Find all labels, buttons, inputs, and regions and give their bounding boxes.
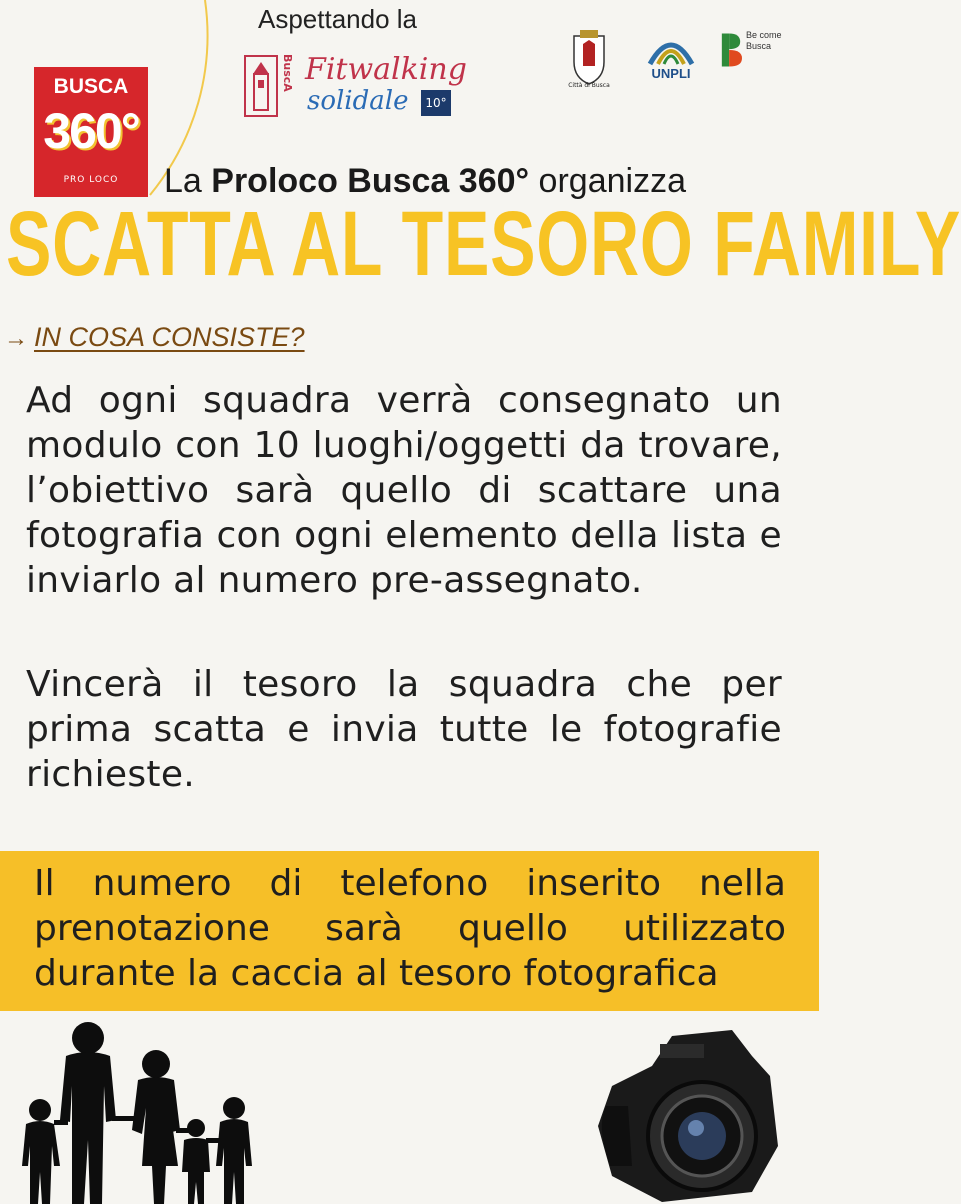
- notice-text: Il numero di telefono inserito nella prenotazione sarà quello utilizzato durante la caccia al tesoro fotografica: [34, 863, 786, 994]
- page-title: SCATTA AL TESORO FAMILY: [6, 193, 961, 295]
- intro-prefix: La: [164, 162, 212, 200]
- section-heading: [4, 322, 305, 353]
- busca360-logo: [34, 67, 148, 197]
- crest-label: Città di Busca: [568, 82, 610, 89]
- arrow-icon: →: [4, 325, 28, 352]
- aspettando-label: Aspettando la: [258, 4, 418, 34]
- family-silhouette-icon: [20, 1016, 260, 1204]
- busca-logo-line1: BUSCA: [53, 75, 129, 98]
- b-icon: [720, 30, 742, 70]
- unpli-label: UNPLI: [651, 66, 691, 81]
- unpli-icon: [640, 28, 702, 94]
- becomebusca-label: Be come Busca: [746, 30, 782, 51]
- paragraph-2: Vincerà il tesoro la squadra che per prima scatta e invia tutte le fotografie richieste.: [26, 664, 782, 795]
- section-heading-label: IN COSA CONSISTE?: [34, 322, 305, 352]
- intro-suffix: organizza: [529, 162, 686, 200]
- intro-org: Proloco Busca 360°: [211, 162, 530, 200]
- solidale-text: solidale: [307, 86, 409, 116]
- busca-logo-line3: PRO LOCO: [63, 175, 119, 185]
- tower-text: BuscA: [281, 54, 294, 92]
- busca-logo-line2: 360°: [43, 103, 139, 159]
- camera-icon: [592, 1016, 782, 1204]
- tower-icon: [243, 54, 279, 118]
- notice-band: [0, 851, 819, 1011]
- paragraph-1: Ad ogni squadra verrà consegnato un modulo con 10 luoghi/oggetti da trovare, l’obiettivo sarà quello di scattare una fotografia con ogni elemento della lista e inviarlo al numero pre-assegnato.: [26, 380, 782, 601]
- becomebusca-logo: [720, 28, 788, 74]
- fitwalking-logo: [243, 50, 473, 122]
- fitwalking-text: Fitwalking: [305, 52, 467, 87]
- crest-icon: [566, 28, 612, 90]
- edition-badge: 10°: [421, 90, 451, 116]
